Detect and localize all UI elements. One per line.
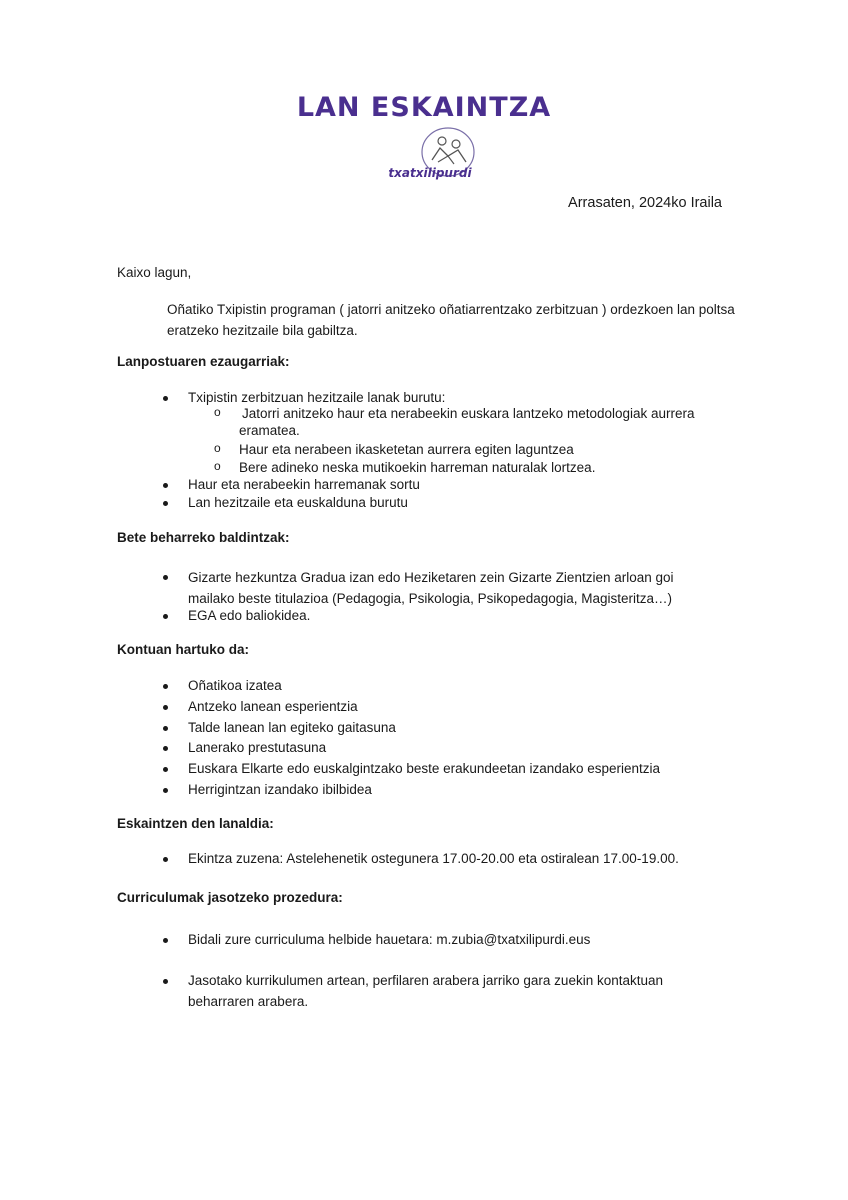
bullet-icon: [163, 979, 168, 984]
circle-bullet-icon: o: [214, 441, 221, 455]
bullet-icon: [163, 684, 168, 689]
sub-list-item: Haur eta nerabeen ikasketetan aurrera egiten laguntzea: [239, 442, 574, 457]
section-heading-ezaugarriak: Lanpostuaren ezaugarriak:: [117, 354, 290, 369]
sub-list-item: Jatorri anitzeko haur eta nerabeekin euskara lantzeko metodologiak aurrera eramatea.: [239, 406, 695, 438]
bullet-icon: [163, 501, 168, 506]
document-title: LAN ESKAINTZA: [296, 92, 552, 123]
bullet-icon: [163, 396, 168, 401]
logo-text: txatxilipurdi: [388, 166, 472, 180]
bullet-icon: [163, 575, 168, 580]
section-heading-lanaldia: Eskaintzen den lanaldia:: [117, 816, 274, 831]
logo: [378, 126, 482, 184]
bullet-icon: [163, 726, 168, 731]
bullet-icon: [163, 705, 168, 710]
intro-paragraph: Oñatiko Txipistin programan ( jatorri anitzeko oñatiarrentzako zerbitzuan ) ordezkoen lan poltsa eratzeko hezitzaile bila gabiltza.: [167, 302, 735, 338]
list-item: Oñatikoa izatea: [188, 678, 282, 693]
list-item: Talde lanean lan egiteko gaitasuna: [188, 720, 396, 735]
bullet-icon: [163, 483, 168, 488]
document-date: Arrasaten, 2024ko Iraila: [568, 195, 722, 211]
section-heading-prozedura: Curriculumak jasotzeko prozedura:: [117, 890, 343, 905]
section-heading-kontuan: Kontuan hartuko da:: [117, 642, 249, 657]
bullet-icon: [163, 767, 168, 772]
bullet-icon: [163, 614, 168, 619]
list-item: Herrigintzan izandako ibilbidea: [188, 782, 372, 797]
list-item: Bidali zure curriculuma helbide hauetara: m.zubia@txatxilipurdi.eus: [188, 932, 591, 947]
bullet-icon: [163, 857, 168, 862]
list-item: Txipistin zerbitzuan hezitzaile lanak burutu:: [188, 390, 446, 405]
list-item: Haur eta nerabeekin harremanak sortu: [188, 477, 420, 492]
list-item: Gizarte hezkuntza Gradua izan edo Heziketaren zein Gizarte Zientzien arloan goi mailako beste titulazioa (Pedagogia, Psikologia, Psikopedagogia, Magisteritza…): [188, 570, 674, 606]
list-item: Antzeko lanean esperientzia: [188, 699, 358, 714]
list-item: Jasotako kurrikulumen artean, perfilaren arabera jarriko gara zuekin kontaktuan beharraren arabera.: [188, 973, 664, 1009]
sub-list-item: Bere adineko neska mutikoekin harreman naturalak lortzea.: [239, 460, 596, 475]
list-item: Lanerako prestutasuna: [188, 740, 327, 755]
greeting: Kaixo lagun,: [117, 265, 192, 280]
list-item: EGA edo baliokidea.: [188, 608, 311, 623]
list-item: Ekintza zuzena: Astelehenetik ostegunera 17.00-20.00 eta ostiralean 17.00-19.00.: [188, 851, 679, 866]
section-heading-baldintzak: Bete beharreko baldintzak:: [117, 530, 290, 545]
bullet-icon: [163, 746, 168, 751]
circle-bullet-icon: o: [214, 459, 221, 473]
list-item: Euskara Elkarte edo euskalgintzako beste erakundeetan izandako esperientzia: [188, 761, 661, 776]
circle-bullet-icon: o: [214, 405, 221, 419]
bullet-icon: [163, 938, 168, 943]
list-item: Lan hezitzaile eta euskalduna burutu: [188, 495, 408, 510]
bullet-icon: [163, 788, 168, 793]
